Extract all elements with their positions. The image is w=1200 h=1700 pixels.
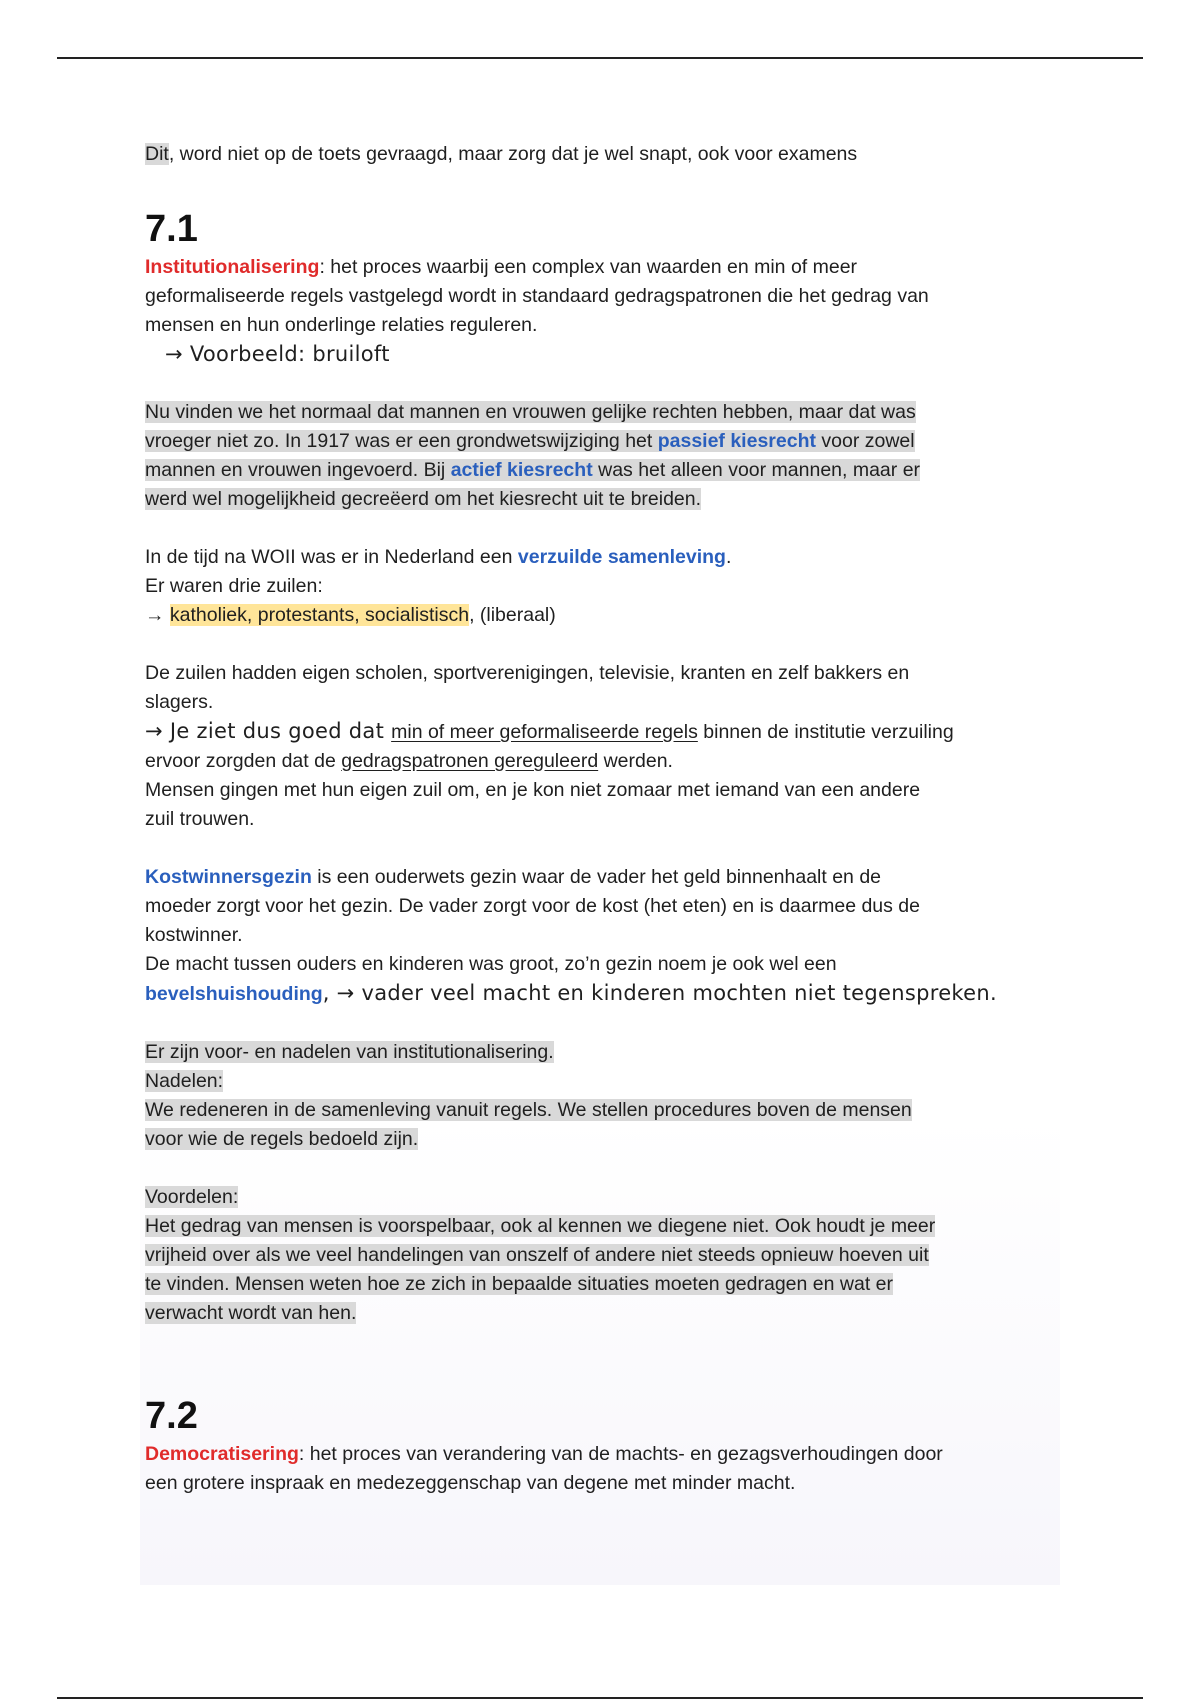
term-passief-kiesrecht: passief kiesrecht xyxy=(657,430,816,452)
document-body: Dit, word niet op de toets gevraagd, maar zorg dat je wel snapt, ook voor examens 7.1 Institutionalisering: het proces waarbij een complex van waarden en min of meer geformaliseerde regels vastgelegd wordt in standaard gedragspatronen die het gedrag van mensen en hun onderlinge relaties reguleren. → Voorbeeld: bruiloft Nu vinden we het normaal dat mannen en vrouwen gelijke rechten hebben, maar dat was vroeger niet zo. In 1917 was er een grondwetswijziging het passief kiesrecht voor zowel mannen en vrouwen ingevoerd. Bij actief kiesrecht was het alleen voor mannen, maar er werd wel mogelijkheid gecreëerd om het kiesrecht uit te breiden. In de tijd na WOII was er in Nederland een verzuilde samenleving. Er waren drie zuilen: → katholiek, protestants, socialistisch, (liberaal) De zuilen hadden eigen scholen, sportverenigingen, televisie, kranten en zelf bakkers en slagers. → Je ziet dus goed dat min of meer geformaliseerde regels binnen de institutie verzuiling ervoor zorgden dat de gedragspatronen gereguleerd werden. Mensen gingen met hun eigen zuil om, en je kon niet zomaar met iemand van een andere zuil trouwen. Kostwinnersgezin is een ouderwets gezin waar de vader het geld binnenhaalt en de moeder zorgt voor het gezin. De vader zorgt voor de kost (het eten) en is daarmee dus de kostwinner. De macht tussen ouders en kinderen was groot, zo’n gezin noem je ook wel een bevelshuishouding, → vader veel macht en kinderen mochten niet tegenspreken. Er zijn voor- en nadelen van institutionalisering. Nadelen: We redeneren in de samenleving vanuit regels. We stellen procedures boven de mensen voor wie de regels bedoeld zijn. Voordelen: Het gedrag van mensen is voorspelbaar, ook al kennen we diegene niet. Ook houdt je meer vrijheid over als we veel handelingen van onszelf of andere niet steeds opnieuw hoeven uit te vinden. Mensen weten hoe ze zich in bepaalde situaties moeten gedragen en wat er verwacht wordt van hen. 7.2 Democratisering: het proces van verandering van de machts- en gezagsverhoudingen door een grotere inspraak en medezeggenschap van degene met minder macht. xyxy=(145,140,1065,1498)
term-kostwinnersgezin: Kostwinnersgezin xyxy=(145,866,312,888)
paragraph-kostwinnersgezin: Kostwinnersgezin is een ouderwets gezin waar de vader het geld binnenhaalt en de moeder zorgt voor het gezin. De vader zorgt voor de kost (het eten) en is daarmee dus de kostwinner. De macht tussen ouders en kinderen was groot, zo’n gezin noem je ook wel een bevelshuishouding, → vader veel macht en kinderen mochten niet tegenspreken. xyxy=(145,866,997,1005)
example-line: → Voorbeeld: bruiloft xyxy=(165,342,390,366)
term-verzuilde-samenleving: verzuilde samenleving xyxy=(517,546,726,568)
paragraph-verzuiling: In de tijd na WOII was er in Nederland een verzuilde samenleving. Er waren drie zuilen: → katholiek, protestants, socialistisch, (liberaal) xyxy=(145,546,732,626)
bottom-rule xyxy=(57,1697,1143,1699)
zuilen-highlight: katholiek, protestants, socialistisch xyxy=(169,604,470,626)
paragraph-voordelen: Voordelen: Het gedrag van mensen is voorspelbaar, ook al kennen we diegene niet. Ook houdt je meer vrijheid over als we veel handelingen van onszelf of andere niet steeds opnieuw hoeven uit te vinden. Mensen weten hoe ze zich in bepaalde situaties moeten gedragen en wat er verwacht wordt van hen. xyxy=(145,1186,936,1324)
term-democratisering: Democratisering xyxy=(145,1443,299,1465)
section-heading-7-2: 7.2 xyxy=(145,1395,198,1437)
paragraph-kiesrecht: Nu vinden we het normaal dat mannen en vrouwen gelijke rechten hebben, maar dat was vroeger niet zo. In 1917 was er een grondwetswijziging het passief kiesrecht voor zowel mannen en vrouwen ingevoerd. Bij actief kiesrecht was het alleen voor mannen, maar er werd wel mogelijkheid gecreëerd om het kiesrecht uit te breiden. xyxy=(145,401,921,510)
definition-institutionalisering: Institutionalisering: het proces waarbij een complex van waarden en min of meer xyxy=(145,256,858,278)
section-heading-7-1: 7.1 xyxy=(145,208,198,250)
paragraph-zuilen: De zuilen hadden eigen scholen, sportverenigingen, televisie, kranten en zelf bakkers en slagers. → Je ziet dus goed dat min of meer geformaliseerde regels binnen de institutie verzuiling ervoor zorgden dat de gedragspatronen gereguleerd werden. Mensen gingen met hun eigen zuil om, en je kon niet zomaar met iemand van een andere zuil trouwen. xyxy=(145,662,954,830)
definition-democratisering: Democratisering: het proces van verandering van de machts- en gezagsverhoudingen door xyxy=(145,1443,943,1465)
top-rule xyxy=(57,57,1143,59)
term-bevelshuishouding: bevelshuishouding xyxy=(145,983,323,1005)
intro-highlight: Dit xyxy=(145,143,169,165)
term-institutionalisering: Institutionalisering xyxy=(145,256,320,278)
intro-line: Dit, word niet op de toets gevraagd, maar zorg dat je wel snapt, ook voor examens xyxy=(145,143,858,165)
paragraph-nadelen: Er zijn voor- en nadelen van institutionalisering. Nadelen: We redeneren in de samenleving vanuit regels. We stellen procedures boven de mensen voor wie de regels bedoeld zijn. xyxy=(145,1041,912,1150)
term-actief-kiesrecht: actief kiesrecht xyxy=(450,459,593,481)
